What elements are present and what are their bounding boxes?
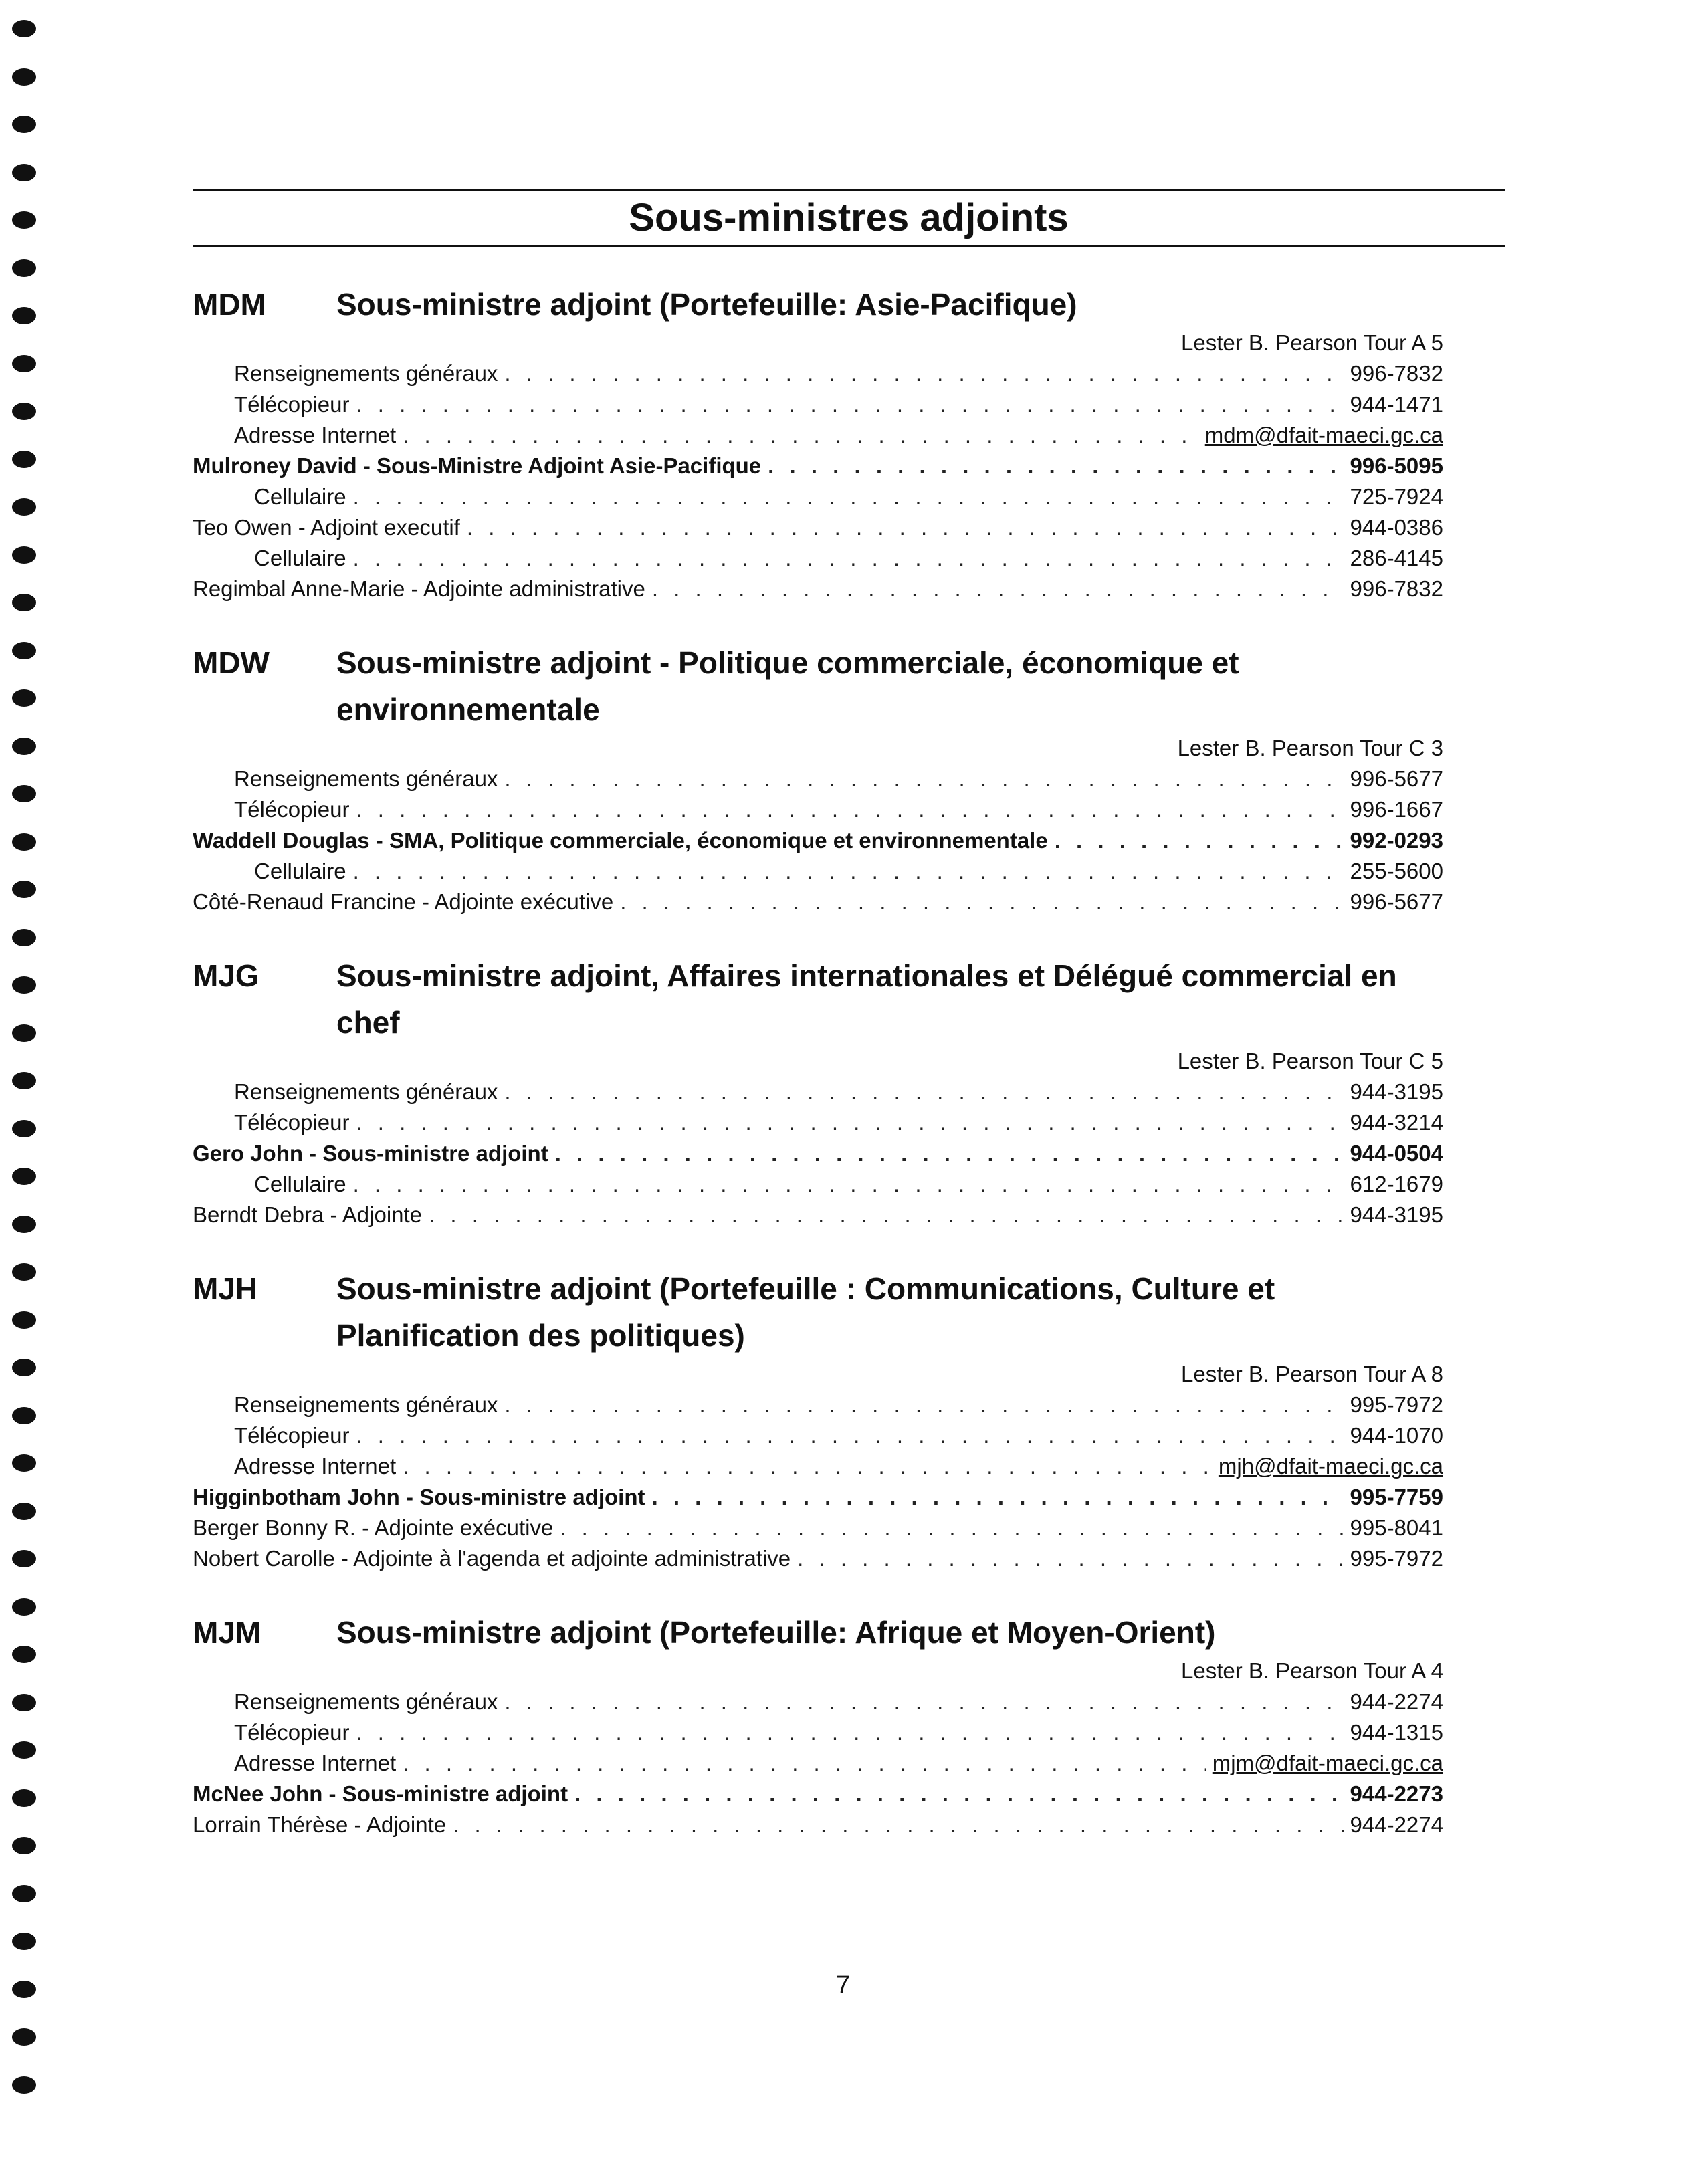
dot-leader	[504, 1686, 1343, 1717]
entry-label: Télécopieur	[234, 1110, 350, 1135]
dot-leader	[651, 1482, 1343, 1513]
binder-hole	[12, 1598, 36, 1616]
entry-phone: 944-2274	[1350, 1689, 1443, 1714]
entry-label: Regimbal Anne-Marie - Adjointe administrative	[193, 576, 645, 601]
directory-entry	[193, 1779, 1443, 1810]
section-heading	[193, 639, 1443, 733]
directory-entry	[193, 1077, 1443, 1107]
dot-leader	[353, 543, 1344, 574]
entry-phone: 944-1070	[1350, 1423, 1443, 1448]
binder-hole	[12, 1120, 36, 1137]
dot-leader	[356, 1717, 1343, 1748]
entry-label: Adresse Internet	[234, 1751, 397, 1775]
binder-hole	[12, 2076, 36, 2094]
directory-entry	[193, 825, 1443, 856]
dot-leader	[356, 389, 1343, 420]
section-title: Sous-ministre adjoint (Portefeuille: Asie-Pacifique)	[336, 287, 1077, 322]
binder-hole	[12, 1646, 36, 1663]
entry-phone: 612-1679	[1350, 1172, 1443, 1196]
entry-label: Mulroney David - Sous-Ministre Adjoint Asie-Pacifique	[193, 453, 762, 478]
dot-leader	[353, 1169, 1344, 1200]
email-link[interactable]: mdm@dfait-maeci.gc.ca	[1204, 423, 1443, 447]
dot-leader	[504, 358, 1343, 389]
section-mjh	[193, 1265, 1443, 1574]
binder-hole	[12, 929, 36, 946]
directory-entry	[193, 887, 1443, 917]
entry-phone: 996-5095	[1350, 453, 1443, 478]
directory-entry	[193, 1717, 1443, 1748]
entry-label: Renseignements généraux	[234, 1392, 498, 1417]
entry-phone: 996-7832	[1350, 361, 1443, 386]
entry-label: Adresse Internet	[234, 423, 397, 447]
section-heading	[193, 281, 1443, 328]
directory-entry	[193, 512, 1443, 543]
dot-leader	[1055, 825, 1344, 856]
binder-hole	[12, 211, 36, 229]
entry-phone: 944-3195	[1350, 1079, 1443, 1104]
binder-hole	[12, 259, 36, 277]
binder-hole	[12, 738, 36, 755]
entry-label: Renseignements généraux	[234, 1689, 498, 1714]
directory-entry	[193, 1107, 1443, 1138]
entry-phone: 995-7759	[1350, 1485, 1443, 1509]
binder-hole	[12, 1263, 36, 1281]
binder-hole	[12, 1024, 36, 1042]
entry-phone: 944-0504	[1350, 1141, 1443, 1166]
entry-label: Berger Bonny R. - Adjointe exécutive	[193, 1515, 554, 1540]
binder-hole	[12, 594, 36, 611]
directory-entry	[193, 574, 1443, 605]
entry-label: Gero John - Sous-ministre adjoint	[193, 1141, 548, 1166]
binder-hole	[12, 1503, 36, 1520]
section-location: Lester B. Pearson Tour A 8	[1181, 1361, 1443, 1386]
dot-leader	[356, 794, 1343, 825]
entry-phone: 944-0386	[1350, 515, 1443, 540]
binder-hole	[12, 1072, 36, 1089]
entry-label: Télécopieur	[234, 1423, 350, 1448]
dot-leader	[353, 856, 1344, 887]
entry-label: Cellulaire	[254, 1172, 346, 1196]
dot-leader	[797, 1543, 1343, 1574]
entry-phone: 944-1315	[1350, 1720, 1443, 1745]
entry-label: Teo Owen - Adjoint executif	[193, 515, 460, 540]
entry-phone: 996-1667	[1350, 797, 1443, 822]
section-heading	[193, 1609, 1443, 1656]
entry-phone: 996-7832	[1350, 576, 1443, 601]
binder-hole	[12, 1407, 36, 1424]
dot-leader	[504, 764, 1343, 794]
entry-label: Waddell Douglas - SMA, Politique commerciale, économique et environnementale	[193, 828, 1048, 853]
section-location: Lester B. Pearson Tour A 5	[1181, 330, 1443, 355]
dot-leader	[356, 1420, 1343, 1451]
entry-label: Lorrain Thérèse - Adjointe	[193, 1812, 447, 1837]
directory-entry	[193, 1138, 1443, 1169]
section-title: Sous-ministre adjoint (Portefeuille: Afrique et Moyen-Orient)	[336, 1615, 1216, 1650]
binder-hole	[12, 2028, 36, 2046]
section-mjm	[193, 1609, 1443, 1840]
header-rule-bottom	[193, 245, 1505, 247]
dot-leader	[768, 451, 1343, 481]
binder-hole	[12, 546, 36, 564]
dot-leader	[504, 1077, 1343, 1107]
section-heading	[193, 952, 1443, 1046]
dot-leader	[356, 1107, 1343, 1138]
entry-label: Télécopieur	[234, 797, 350, 822]
directory-entry	[193, 1748, 1443, 1779]
section-location: Lester B. Pearson Tour C 3	[1177, 736, 1443, 760]
entry-label: Renseignements généraux	[234, 361, 498, 386]
entry-phone: 996-5677	[1350, 889, 1443, 914]
entry-label: Renseignements généraux	[234, 766, 498, 791]
section-location: Lester B. Pearson Tour A 4	[1181, 1658, 1443, 1683]
binder-hole	[12, 451, 36, 468]
dot-leader	[429, 1200, 1343, 1230]
entry-phone: 944-1471	[1350, 392, 1443, 417]
directory-entry	[193, 420, 1443, 451]
binder-hole	[12, 1216, 36, 1233]
dot-leader	[504, 1390, 1343, 1420]
directory-content	[193, 281, 1443, 1875]
dot-leader	[574, 1779, 1343, 1810]
entry-phone: 996-5677	[1350, 766, 1443, 791]
binder-hole	[12, 785, 36, 802]
dot-leader	[353, 481, 1344, 512]
entry-phone: 725-7924	[1350, 484, 1443, 509]
dot-leader	[467, 512, 1344, 543]
entry-phone: 992-0293	[1350, 828, 1443, 853]
section-code: MJM	[193, 1615, 261, 1650]
entry-phone: 995-8041	[1350, 1515, 1443, 1540]
binder-hole	[12, 1789, 36, 1807]
entry-phone: 255-5600	[1350, 859, 1443, 883]
section-location: Lester B. Pearson Tour C 5	[1177, 1049, 1443, 1073]
entry-phone: 995-7972	[1350, 1546, 1443, 1571]
directory-entry	[193, 1200, 1443, 1230]
directory-entry	[193, 1513, 1443, 1543]
directory-entry	[193, 389, 1443, 420]
binder-hole	[12, 833, 36, 851]
binder-hole	[12, 1885, 36, 1902]
entry-label: Berndt Debra - Adjointe	[193, 1202, 423, 1227]
dot-leader	[453, 1810, 1343, 1840]
binder-hole	[12, 1741, 36, 1759]
directory-entry	[193, 543, 1443, 574]
dot-leader	[403, 1451, 1212, 1482]
section-mdw	[193, 639, 1443, 917]
directory-entry	[193, 1420, 1443, 1451]
entry-phone: 944-2274	[1350, 1812, 1443, 1837]
binder-hole	[12, 307, 36, 324]
entry-label: Renseignements généraux	[234, 1079, 498, 1104]
binder-hole	[12, 20, 36, 37]
binder-hole	[12, 881, 36, 898]
directory-entry	[193, 1686, 1443, 1717]
section-code: MDM	[193, 287, 266, 322]
section-title: Sous-ministre adjoint, Affaires internationales et Délégué commercial en chef	[336, 958, 1397, 1040]
binder-holes	[12, 20, 39, 2124]
directory-entry	[193, 1810, 1443, 1840]
entry-label: Cellulaire	[254, 859, 346, 883]
directory-entry	[193, 481, 1443, 512]
dot-leader	[560, 1513, 1343, 1543]
binder-hole	[12, 1168, 36, 1185]
binder-hole	[12, 116, 36, 133]
entry-label: Cellulaire	[254, 546, 346, 570]
binder-hole	[12, 689, 36, 707]
directory-entry	[193, 1543, 1443, 1574]
entry-phone: 286-4145	[1350, 546, 1443, 570]
binder-hole	[12, 1694, 36, 1711]
binder-hole	[12, 355, 36, 372]
entry-phone: 995-7972	[1350, 1392, 1443, 1417]
directory-entry	[193, 856, 1443, 887]
entry-label: Adresse Internet	[234, 1454, 397, 1479]
binder-hole	[12, 498, 36, 516]
directory-entry	[193, 764, 1443, 794]
page-header	[193, 189, 1505, 247]
binder-hole	[12, 1837, 36, 1854]
directory-entry	[193, 1169, 1443, 1200]
binder-hole	[12, 642, 36, 659]
email-link[interactable]: mjm@dfait-maeci.gc.ca	[1212, 1751, 1443, 1775]
binder-hole	[12, 976, 36, 994]
binder-hole	[12, 68, 36, 86]
dot-leader	[652, 574, 1344, 605]
dot-leader	[555, 1138, 1344, 1169]
section-heading	[193, 1265, 1443, 1359]
entry-label: Côté-Renaud Francine - Adjointe exécutive	[193, 889, 614, 914]
directory-entry	[193, 1390, 1443, 1420]
binder-hole	[12, 1550, 36, 1567]
entry-label: Télécopieur	[234, 1720, 350, 1745]
section-mjg	[193, 952, 1443, 1230]
entry-phone: 944-3214	[1350, 1110, 1443, 1135]
section-title: Sous-ministre adjoint (Portefeuille : Communications, Culture et Planification des politiques)	[336, 1271, 1275, 1353]
page-number: 7	[835, 1971, 851, 1999]
binder-hole	[12, 1359, 36, 1376]
section-mdm	[193, 281, 1443, 605]
binder-hole	[12, 1311, 36, 1329]
entry-label: Higginbotham John - Sous-ministre adjoint	[193, 1485, 645, 1509]
entry-label: McNee John - Sous-ministre adjoint	[193, 1781, 568, 1806]
entry-phone: 944-3195	[1350, 1202, 1443, 1227]
section-code: MJH	[193, 1271, 258, 1306]
entry-label: Cellulaire	[254, 484, 346, 509]
directory-entry	[193, 1451, 1443, 1482]
binder-hole	[12, 164, 36, 181]
binder-hole	[12, 403, 36, 420]
directory-entry	[193, 358, 1443, 389]
binder-hole	[12, 1454, 36, 1472]
entry-label: Télécopieur	[234, 392, 350, 417]
dot-leader	[620, 887, 1343, 917]
directory-entry	[193, 794, 1443, 825]
section-title: Sous-ministre adjoint - Politique commerciale, économique et environnementale	[336, 645, 1239, 727]
directory-entry	[193, 451, 1443, 481]
email-link[interactable]: mjh@dfait-maeci.gc.ca	[1218, 1454, 1443, 1479]
page-title: Sous-ministres adjoints	[629, 196, 1069, 239]
section-code: MDW	[193, 645, 270, 680]
directory-entry	[193, 1482, 1443, 1513]
binder-hole	[12, 1933, 36, 1950]
entry-label: Nobert Carolle - Adjointe à l'agenda et adjointe administrative	[193, 1546, 791, 1571]
section-code: MJG	[193, 958, 259, 993]
dot-leader	[403, 1748, 1206, 1779]
dot-leader	[403, 420, 1198, 451]
entry-phone: 944-2273	[1350, 1781, 1443, 1806]
